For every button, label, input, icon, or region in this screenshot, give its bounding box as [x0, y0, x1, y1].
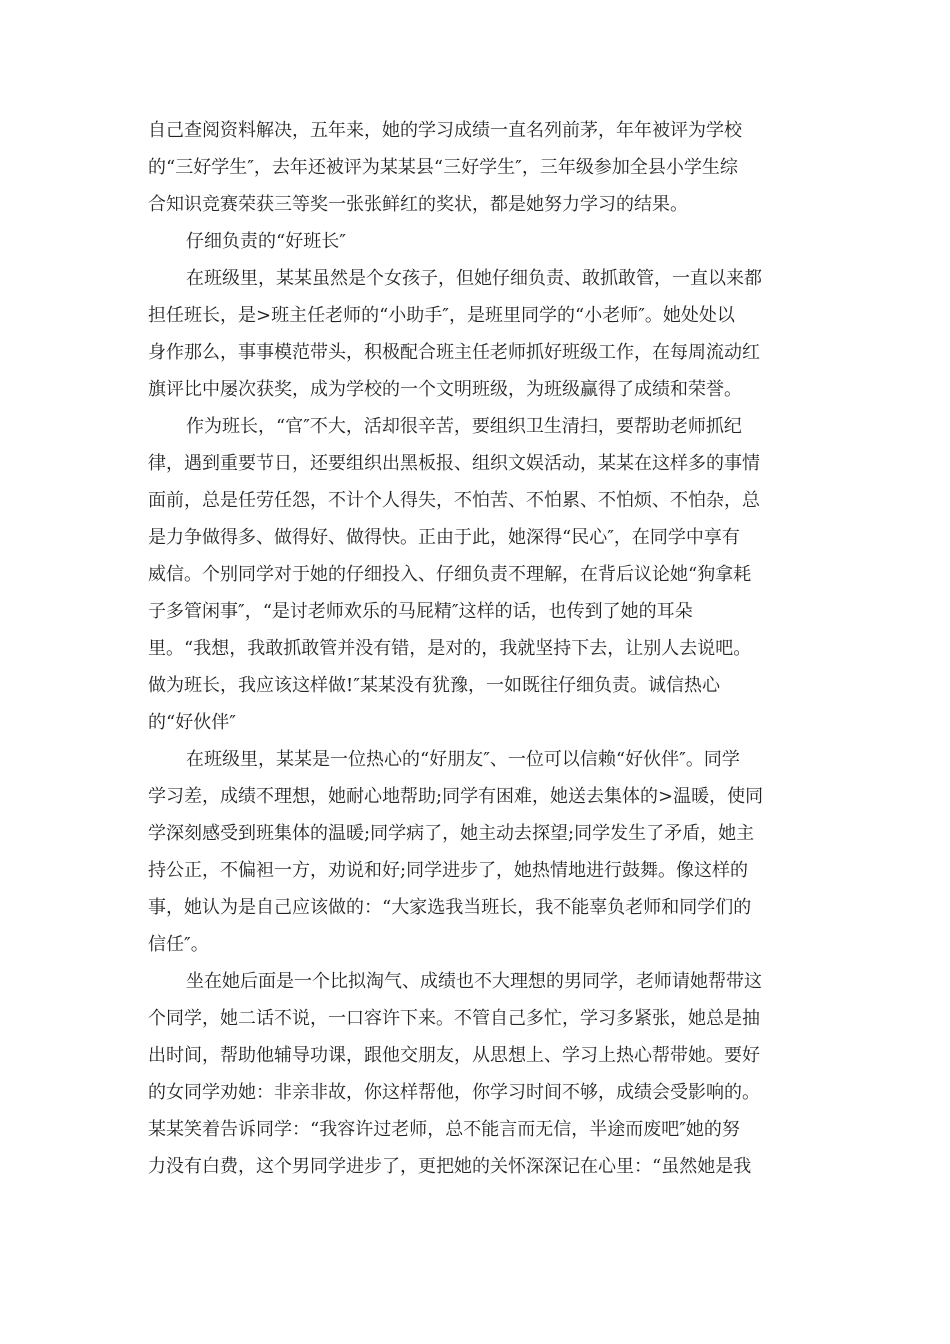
text-line: 仔细负责的“好班长″	[186, 231, 346, 252]
text-line: 作为班长，“官″不大，活却很辛苦，要组织卫生清扫，要帮助老师抓纪	[186, 416, 742, 437]
text-line: 子多管闲事″，“是讨老师欢乐的马屁精″这样的话，也传到了她的耳朵	[148, 601, 693, 622]
text-line: 个同学，她二话不说，一口容许下来。不管自己多忙，学习多紧张，她总是抽	[148, 1008, 760, 1029]
text-line: 是力争做得多、做得好、做得快。正由于此，她深得“民心″，在同学中享有	[148, 527, 740, 548]
text-line: 担任班长，是>班主任老师的“小助手″，是班里同学的“小老师″。她处处以	[148, 305, 735, 326]
text-line: 的“三好学生″，去年还被评为某某县“三好学生″，三年级参加全县小学生综	[148, 157, 738, 178]
text-line: 力没有白费，这个男同学进步了，更把她的关怀深深记在心里：“虽然她是我	[148, 1156, 752, 1177]
text-line: 的女同学劝她：非亲非故，你这样帮他，你学习时间不够，成绩会受影响的。	[148, 1082, 760, 1103]
text-line: 做为班长，我应该这样做!″某某没有犹豫，一如既往仔细负责。诚信热心	[148, 675, 720, 696]
text-line: 在班级里，某某虽然是个女孩子，但她仔细负责、敢抓敢管，一直以来都	[186, 268, 762, 289]
text-line: 事，她认为是自己应该做的：“大家选我当班长，我不能辜负老师和同学们的	[148, 897, 752, 918]
text-line: 合知识竞赛荣获三等奖一张张鲜红的奖状，都是她努力学习的结果。	[148, 194, 688, 215]
text-line: 某某笑着告诉同学：“我容许过老师，总不能言而无信，半途而废吧″她的努	[148, 1119, 740, 1140]
text-line: 出时间，帮助他辅导功课，跟他交朋友，从思想上、学习上热心帮带她。要好	[148, 1045, 760, 1066]
text-line: 威信。个别同学对于她的仔细投入、仔细负责不理解，在背后议论她“狗拿耗	[148, 564, 752, 585]
text-line: 面前，总是任劳任怨，不计个人得失，不怕苦、不怕累、不怕烦、不怕杂，总	[148, 490, 760, 511]
text-line: 里。“我想，我敢抓敢管并没有错，是对的，我就坚持下去，让别人去说吧。	[148, 638, 752, 659]
text-line: 的“好伙伴″	[148, 712, 236, 733]
text-line: 律，遇到重要节日，还要组织出黑板报、组织文娱活动，某某在这样多的事情	[148, 453, 760, 474]
text-line: 坐在她后面是一个比拟淘气、成绩也不大理想的男同学，老师请她帮带这	[186, 971, 762, 992]
text-line: 旗评比中屡次获奖，成为学校的一个文明班级，为班级赢得了成绩和荣誉。	[148, 379, 742, 400]
text-line: 学习差，成绩不理想，她耐心地帮助;同学有困难，她送去集体的>温暖，使同	[148, 786, 764, 807]
text-line: 学深刻感受到班集体的温暖;同学病了，她主动去探望;同学发生了矛盾，她主	[148, 823, 755, 844]
text-line: 身作那么，事事模范带头，积极配合班主任老师抓好班级工作，在每周流动红	[148, 342, 760, 363]
text-line: 持公正，不偏袒一方，劝说和好;同学进步了，她热情地进行鼓舞。像这样的	[148, 860, 749, 881]
text-line: 自己查阅资料解决，五年来，她的学习成绩一直名列前茅，年年被评为学校	[148, 120, 742, 141]
document-body	[148, 112, 804, 1185]
text-line: 信任″。	[148, 934, 209, 955]
text-line: 在班级里，某某是一位热心的“好朋友″、一位可以信赖“好伙伴″。同学	[186, 749, 740, 770]
